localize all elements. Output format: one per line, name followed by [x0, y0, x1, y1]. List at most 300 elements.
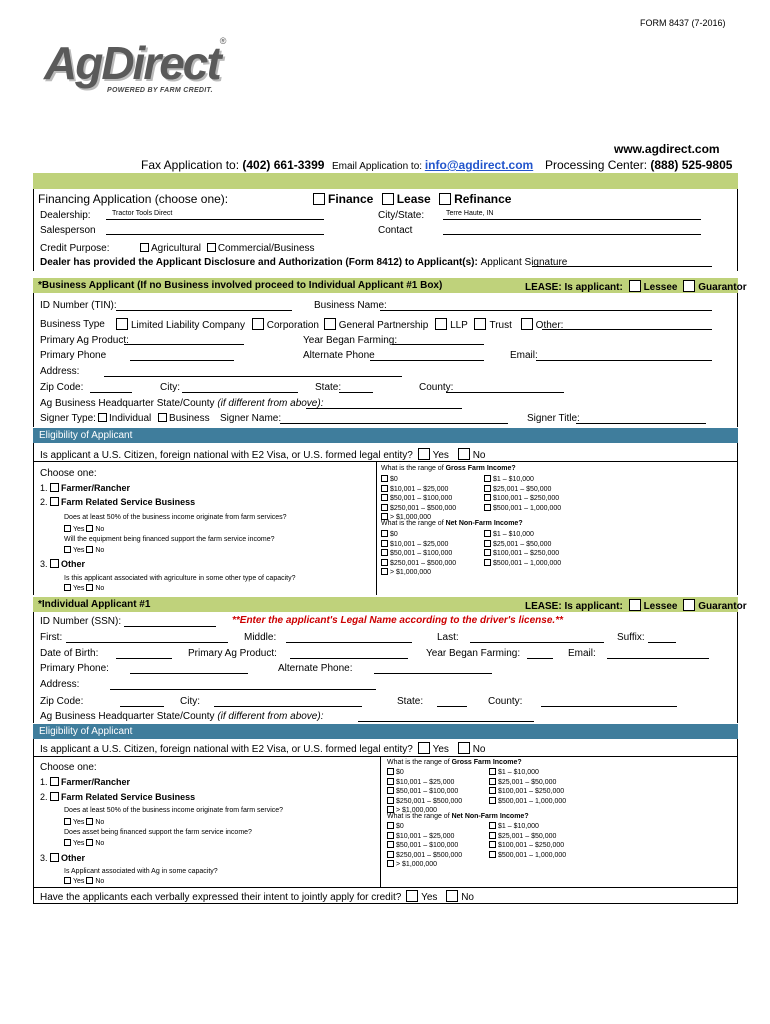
net-1-range-1-label: $10,001 – $25,000 [390, 540, 449, 548]
net-2-range-r3-label: $500,001 – 1,000,000 [498, 851, 567, 859]
net-1-range-r1-label: $25,001 – $50,000 [493, 540, 552, 548]
net-2-range-2-checkbox[interactable] [387, 841, 394, 848]
trust-label: Trust [489, 320, 512, 331]
gross-1-range-r1-checkbox[interactable] [484, 485, 491, 492]
q-equipment-1-no: No [95, 547, 105, 554]
net-2-range-0[interactable] [387, 822, 462, 832]
gross-1-range-r0[interactable] [484, 475, 561, 485]
q-equipment-1-yes-checkbox[interactable] [64, 546, 71, 553]
individual-city-label: City: [180, 696, 200, 707]
q-50pct-1-answers [64, 525, 104, 533]
city-state-field[interactable] [443, 219, 701, 220]
q-asset-2-yes-checkbox[interactable] [64, 839, 71, 846]
last-name-label: Last: [437, 632, 459, 643]
middle-name-field[interactable] [286, 642, 412, 643]
other-label-2: Other [61, 853, 86, 863]
refinance-checkbox[interactable] [439, 193, 451, 205]
commercial-option[interactable] [207, 243, 315, 254]
eligibility-question-1-text: Is applicant a U.S. Citizen, foreign national with E2 Visa, or U.S. formed legal entity? [40, 450, 413, 461]
net-ranges-left-2 [387, 822, 462, 870]
individual-guarantor-label: Guarantor [698, 601, 747, 612]
business-state-label: State: [315, 382, 342, 393]
business-address-field[interactable] [104, 376, 402, 377]
net-1-range-3-label: $250,001 – $500,000 [390, 559, 457, 567]
gross-2-range-r1-checkbox[interactable] [489, 778, 496, 785]
farmer-checkbox-2[interactable] [50, 777, 59, 786]
agricultural-option[interactable] [140, 243, 201, 254]
website[interactable]: www.agdirect.com [614, 142, 720, 156]
middle-name-label: Middle: [244, 632, 277, 643]
q-50pct-2-yes: Yes [73, 819, 85, 826]
individual-county-field[interactable] [541, 706, 677, 707]
q-asset-2-answers [64, 839, 104, 847]
other-type-label: Other: [535, 320, 564, 331]
individual-lease-label: LEASE: Is applicant: [525, 601, 623, 612]
signer-type-options [98, 413, 210, 424]
applicant-signature-field[interactable] [532, 266, 712, 267]
disclosure-text: Dealer has provided the Applicant Disclosure and Authorization (Form 8412) to Applicant(s): [40, 257, 481, 268]
refinance-label: Refinance [454, 192, 512, 206]
credit-purpose-label: Credit Purpose: [40, 243, 110, 254]
q-other-2-yes-checkbox[interactable] [64, 877, 71, 884]
finance-checkbox[interactable] [313, 193, 325, 205]
gross-1-range-r3[interactable] [484, 504, 561, 514]
q-50pct-1-yes: Yes [73, 526, 85, 533]
eligibility-1-vdivider [376, 461, 377, 595]
individual-zip-field[interactable] [120, 706, 164, 707]
individual-state-label: State: [397, 696, 424, 707]
email-line [332, 158, 533, 172]
gross-2-range-3-checkbox[interactable] [387, 797, 394, 804]
fax-label: Fax Application to: [141, 158, 243, 172]
gross-2-range-r0-label: $1 – $10,000 [498, 769, 539, 776]
business-id-field[interactable] [116, 310, 292, 311]
gross-1-range-1-label: $10,001 – $25,000 [390, 485, 449, 493]
net-1-range-0[interactable] [381, 530, 456, 540]
net-1-range-r1-checkbox[interactable] [484, 540, 491, 547]
business-hq-italic: (if different from above): [217, 398, 324, 409]
general-partnership-option[interactable] [324, 320, 429, 331]
gross-2-range-4-checkbox[interactable] [387, 806, 394, 813]
net-1-range-r1[interactable] [484, 540, 561, 550]
eligibility-1-yes-label: Yes [432, 450, 449, 461]
net-ranges-right-2 [489, 822, 566, 860]
net-question-2 [387, 813, 529, 820]
q-asset-2-yes: Yes [73, 840, 85, 847]
gross-1-range-3-checkbox[interactable] [381, 504, 388, 511]
gross-q-1-bold: Gross Farm Income? [445, 465, 516, 472]
net-2-range-r1-checkbox[interactable] [489, 832, 496, 839]
business-hq-line [40, 398, 323, 409]
individual-email-field[interactable] [607, 658, 709, 659]
net-1-range-3[interactable] [381, 559, 456, 569]
net-1-range-r3-label: $500,001 – 1,000,000 [493, 559, 562, 567]
net-1-range-1[interactable] [381, 540, 456, 550]
gross-1-range-2-checkbox[interactable] [381, 494, 388, 501]
first-name-label: First: [40, 632, 63, 643]
gross-ranges-right-1 [484, 475, 561, 513]
form-number: FORM 8437 (7-2016) [640, 18, 726, 28]
q-other-2-no: No [95, 878, 105, 885]
gross-2-range-2-checkbox[interactable] [387, 787, 394, 794]
net-2-range-1-label: $10,001 – $25,000 [396, 832, 455, 840]
q-other-1-answers [64, 584, 104, 592]
dealership-value: Tractor Tools Direct [112, 210, 173, 217]
gross-ranges-right-2 [489, 768, 566, 806]
gross-2-range-r2-label: $100,001 – $250,000 [498, 788, 565, 795]
individual-city-field[interactable] [214, 706, 362, 707]
business-email-field[interactable] [536, 360, 712, 361]
gross-2-range-0-checkbox[interactable] [387, 768, 394, 775]
refinance-option[interactable] [439, 192, 511, 206]
individual-alt-phone-label: Alternate Phone: [278, 663, 353, 674]
business-year-began-field[interactable] [392, 344, 484, 345]
salesperson-field[interactable] [106, 234, 324, 235]
individual-lessee-checkbox[interactable] [629, 599, 641, 611]
business-name-field[interactable] [380, 310, 712, 311]
individual-phone-field[interactable] [130, 673, 248, 674]
net-1-range-r0-checkbox[interactable] [484, 530, 491, 537]
gross-2-range-0[interactable] [387, 768, 462, 778]
corporation-option[interactable] [252, 320, 319, 331]
net-2-range-r2-checkbox[interactable] [489, 841, 496, 848]
net-1-range-1-checkbox[interactable] [381, 540, 388, 547]
individual-year-began-field[interactable] [527, 658, 553, 659]
q-other-1: Is this applicant associated with agriculture in some other type of capacity? [64, 575, 296, 582]
business-lessee-checkbox[interactable] [629, 280, 641, 292]
net-2-range-1-checkbox[interactable] [387, 832, 394, 839]
agricultural-label: Agricultural [151, 243, 202, 254]
gross-1-range-3-label: $250,001 – $500,000 [390, 504, 457, 512]
business-guarantor-label: Guarantor [698, 282, 747, 293]
individual-state-field[interactable] [437, 706, 467, 707]
business-guarantor-checkbox[interactable] [683, 280, 695, 292]
net-1-range-2-label: $50,001 – $100,000 [390, 550, 453, 557]
signer-name-field[interactable] [280, 423, 508, 424]
other-checkbox-1[interactable] [50, 559, 59, 568]
individual-header-bar [33, 597, 747, 612]
business-type-label: Business Type [40, 319, 105, 330]
gross-1-range-1-checkbox[interactable] [381, 485, 388, 492]
q-other-2: Is Applicant associated with Ag in some capacity? [64, 868, 218, 875]
farmer-num-2: 1. [40, 777, 48, 787]
net-1-range-r3-checkbox[interactable] [484, 559, 491, 566]
gross-2-range-1[interactable] [387, 778, 462, 788]
business-lease-options [525, 280, 747, 293]
gross-1-range-4-checkbox[interactable] [381, 513, 388, 520]
llp-option[interactable] [435, 320, 468, 331]
eligibility-1-divider [33, 461, 738, 462]
last-name-field[interactable] [470, 642, 604, 643]
business-phone-field[interactable] [130, 360, 234, 361]
net-2-range-r1[interactable] [489, 832, 566, 842]
eligibility-2-no-checkbox[interactable] [458, 742, 470, 754]
eligibility-question-2-text: Is applicant a U.S. Citizen, foreign national with E2 Visa, or U.S. formed legal entity? [40, 744, 413, 755]
gross-1-range-r3-label: $500,001 – 1,000,000 [493, 504, 562, 512]
lease-label: Lease [396, 192, 431, 206]
email-label: Email Application to: [332, 161, 425, 172]
gross-1-range-1[interactable] [381, 485, 456, 495]
gross-1-range-2-label: $50,001 – $100,000 [390, 495, 453, 502]
other-type-field[interactable] [542, 329, 712, 330]
individual-hq-label: Ag Business Headquarter State/County [40, 711, 218, 722]
trust-option[interactable] [474, 320, 511, 331]
joint-yes-label: Yes [421, 892, 438, 903]
gross-2-range-0-label: $0 [396, 769, 404, 776]
individual-address-field[interactable] [110, 689, 376, 690]
net-1-range-r0[interactable] [484, 530, 561, 540]
q-50pct-1-yes-checkbox[interactable] [64, 525, 71, 532]
net-q-1-text: What is the range of [381, 520, 446, 527]
individual-guarantor-checkbox[interactable] [683, 599, 695, 611]
other-option-2[interactable] [40, 853, 85, 863]
eligibility-2-vdivider [380, 756, 381, 887]
business-lease-label: LEASE: Is applicant: [525, 282, 623, 293]
gross-2-range-r2[interactable] [489, 787, 566, 797]
q-asset-2-no-checkbox[interactable] [86, 839, 93, 846]
other-label-1: Other [61, 559, 86, 569]
agricultural-checkbox[interactable] [140, 243, 149, 252]
gross-1-range-0-checkbox[interactable] [381, 475, 388, 482]
commercial-checkbox[interactable] [207, 243, 216, 252]
eligibility-1-yes-checkbox[interactable] [418, 448, 430, 460]
choose-one-1: Choose one: [40, 468, 97, 479]
signer-individual-checkbox[interactable] [98, 413, 107, 422]
business-county-field[interactable] [446, 392, 564, 393]
eligibility-2-divider [33, 756, 738, 757]
city-state-label: City/State: [378, 210, 425, 221]
email-link[interactable]: info@agdirect.com [424, 158, 534, 172]
disclosure-line [40, 257, 567, 268]
farm-service-checkbox-1[interactable] [50, 497, 59, 506]
net-2-range-2[interactable] [387, 841, 462, 851]
q-50pct-2-no-checkbox[interactable] [86, 818, 93, 825]
signer-title-field[interactable] [576, 423, 706, 424]
net-2-range-3-checkbox[interactable] [387, 851, 394, 858]
gross-1-range-r1[interactable] [484, 485, 561, 495]
signer-business-option[interactable] [158, 413, 210, 424]
gross-1-range-4-label: > $1,000,000 [390, 514, 432, 521]
net-2-range-r1-label: $25,001 – $50,000 [498, 832, 557, 840]
business-city-field[interactable] [182, 392, 298, 393]
business-header-bar [33, 278, 747, 293]
net-2-range-3-label: $250,001 – $500,000 [396, 851, 463, 859]
individual-year-began-label: Year Began Farming: [426, 648, 521, 659]
net-2-range-4[interactable] [387, 860, 462, 870]
other-num-1: 3. [40, 559, 48, 569]
net-2-range-r0-checkbox[interactable] [489, 822, 496, 829]
first-name-field[interactable] [66, 642, 228, 643]
business-alt-phone-field[interactable] [370, 360, 484, 361]
eligibility-2-yes-label: Yes [432, 744, 449, 755]
net-1-range-r2[interactable] [484, 549, 561, 559]
gross-2-range-r1-label: $25,001 – $50,000 [498, 778, 557, 786]
farmer-num-1: 1. [40, 483, 48, 493]
farm-service-option-1[interactable] [40, 497, 195, 507]
gross-2-range-r2-checkbox[interactable] [489, 787, 496, 794]
farmer-checkbox-1[interactable] [50, 483, 59, 492]
individual-alt-phone-field[interactable] [374, 673, 492, 674]
joint-yes-checkbox[interactable] [406, 890, 418, 902]
net-q-1-bold: Net Non-Farm Income? [445, 520, 523, 527]
farmer-option-1[interactable] [40, 483, 130, 493]
farm-service-option-2[interactable] [40, 792, 195, 802]
signer-individual-option[interactable] [98, 413, 151, 424]
business-header: *Business Applicant (If no Business involved proceed to Individual Applicant #1 Box) [38, 280, 443, 291]
gross-2-range-r0[interactable] [489, 768, 566, 778]
business-state-field[interactable] [339, 392, 373, 393]
gross-2-range-2[interactable] [387, 787, 462, 797]
eligibility-1-no-label: No [472, 450, 486, 461]
gross-question-2 [387, 759, 522, 766]
q-other-1-no: No [95, 585, 105, 592]
net-2-range-r2[interactable] [489, 841, 566, 851]
other-checkbox-2[interactable] [50, 853, 59, 862]
q-other-1-yes-checkbox[interactable] [64, 584, 71, 591]
trust-checkbox[interactable] [474, 318, 486, 330]
dealership-field[interactable] [106, 219, 324, 220]
suffix-field[interactable] [648, 642, 676, 643]
farmer-option-2[interactable] [40, 777, 130, 787]
eligibility-header-1: Eligibility of Applicant [33, 428, 738, 443]
gross-1-range-3[interactable] [381, 504, 456, 514]
gross-2-range-3[interactable] [387, 797, 462, 807]
joint-no-checkbox[interactable] [446, 890, 458, 902]
net-1-range-4-checkbox[interactable] [381, 568, 388, 575]
logo-tagline: POWERED BY FARM CREDIT. [107, 87, 213, 94]
logo-wordmark: AgDirect [44, 37, 220, 89]
eligibility-2-yes-checkbox[interactable] [418, 742, 430, 754]
llc-option[interactable] [116, 320, 245, 331]
gross-2-range-r3[interactable] [489, 797, 566, 807]
q-equipment-1-no-checkbox[interactable] [86, 546, 93, 553]
individual-hq-field[interactable] [358, 721, 534, 722]
individual-address-label: Address: [40, 679, 80, 690]
signer-type-label: Signer Type: [40, 413, 96, 424]
lease-option[interactable] [382, 192, 431, 206]
other-option-1[interactable] [40, 559, 85, 569]
net-2-range-r2-label: $100,001 – $250,000 [498, 842, 565, 849]
net-2-range-3[interactable] [387, 851, 462, 861]
signer-business-checkbox[interactable] [158, 413, 167, 422]
individual-header: *Individual Applicant #1 [38, 599, 151, 610]
net-2-range-4-checkbox[interactable] [387, 860, 394, 867]
gross-1-range-r2[interactable] [484, 494, 561, 504]
gross-1-range-r2-checkbox[interactable] [484, 494, 491, 501]
q-50pct-1-no-checkbox[interactable] [86, 525, 93, 532]
business-id-label: ID Number (TIN): [40, 300, 117, 311]
gross-ranges-left-2 [387, 768, 462, 816]
net-2-range-r3-checkbox[interactable] [489, 851, 496, 858]
dob-label: Date of Birth: [40, 648, 99, 659]
business-zip-label: Zip Code: [40, 382, 84, 393]
signer-individual-label: Individual [109, 413, 152, 424]
business-name-label: Business Name: [314, 300, 387, 311]
eligibility-question-2 [40, 742, 485, 755]
net-1-range-2[interactable] [381, 549, 456, 559]
joint-bottom-border [33, 903, 738, 904]
net-1-range-0-label: $0 [390, 531, 398, 538]
net-2-range-r0[interactable] [489, 822, 566, 832]
gross-2-range-1-checkbox[interactable] [387, 778, 394, 785]
business-address-label: Address: [40, 366, 80, 377]
lease-checkbox[interactable] [382, 193, 394, 205]
gross-2-range-r3-label: $500,001 – 1,000,000 [498, 797, 567, 805]
q-other-2-no-checkbox[interactable] [86, 877, 93, 884]
net-2-range-0-label: $0 [396, 823, 404, 830]
net-ranges-left-1 [381, 530, 456, 578]
gross-1-range-2[interactable] [381, 494, 456, 504]
finance-option[interactable] [313, 192, 373, 206]
gross-1-range-r0-label: $1 – $10,000 [493, 476, 534, 483]
net-1-range-4[interactable] [381, 568, 456, 578]
net-1-range-r2-checkbox[interactable] [484, 549, 491, 556]
q-equipment-1: Will the equipment being financed support the farm service income? [64, 536, 275, 543]
net-2-range-r3[interactable] [489, 851, 566, 861]
contact-label: Contact [378, 225, 413, 236]
net-q-2-text: What is the range of [387, 813, 452, 820]
general-partnership-checkbox[interactable] [324, 318, 336, 330]
farm-service-checkbox-2[interactable] [50, 792, 59, 801]
fax-number: (402) 661-3399 [242, 158, 325, 172]
eligibility-section-2 [33, 739, 738, 903]
business-ag-product-field[interactable] [124, 344, 244, 345]
business-county-label: County: [419, 382, 454, 393]
q-50pct-1: Does at least 50% of the business income originate from farm services? [64, 514, 287, 521]
gross-1-range-r0-checkbox[interactable] [484, 475, 491, 482]
contact-field[interactable] [443, 234, 701, 235]
eligibility-1-no-checkbox[interactable] [458, 448, 470, 460]
ssn-label: ID Number (SSN): [40, 616, 122, 627]
individual-county-label: County: [488, 696, 523, 707]
gross-2-range-r1[interactable] [489, 778, 566, 788]
q-equipment-1-yes: Yes [73, 547, 85, 554]
net-1-range-0-checkbox[interactable] [381, 530, 388, 537]
q-50pct-2-yes-checkbox[interactable] [64, 818, 71, 825]
gross-1-range-r2-label: $100,001 – $250,000 [493, 495, 560, 502]
q-asset-2: Does asset being financed support the farm service income? [64, 829, 252, 836]
business-zip-field[interactable] [90, 392, 132, 393]
gross-ranges-left-1 [381, 475, 456, 523]
other-type-checkbox[interactable] [521, 318, 533, 330]
business-hq-label: Ag Business Headquarter State/County [40, 398, 218, 409]
gross-1-range-0[interactable] [381, 475, 456, 485]
salesperson-label: Salesperson [40, 225, 96, 236]
individual-ag-product-field[interactable] [290, 658, 408, 659]
financing-title: Financing Application (choose one): [38, 192, 229, 206]
gross-2-range-r0-checkbox[interactable] [489, 768, 496, 775]
other-num-2: 3. [40, 853, 48, 863]
gross-2-range-4-label: > $1,000,000 [396, 807, 438, 814]
net-1-range-3-checkbox[interactable] [381, 559, 388, 566]
business-hq-field[interactable] [306, 408, 462, 409]
q-50pct-2-answers [64, 818, 104, 826]
corporation-checkbox[interactable] [252, 318, 264, 330]
q-other-1-no-checkbox[interactable] [86, 584, 93, 591]
net-2-range-1[interactable] [387, 832, 462, 842]
net-2-range-0-checkbox[interactable] [387, 822, 394, 829]
net-1-range-2-checkbox[interactable] [381, 549, 388, 556]
llp-checkbox[interactable] [435, 318, 447, 330]
gross-1-range-r3-checkbox[interactable] [484, 504, 491, 511]
processing-number: (888) 525-9805 [650, 158, 733, 172]
ssn-field[interactable] [124, 626, 216, 627]
llc-checkbox[interactable] [116, 318, 128, 330]
gross-2-range-r3-checkbox[interactable] [489, 797, 496, 804]
dob-field[interactable] [116, 658, 172, 659]
net-1-range-r3[interactable] [484, 559, 561, 569]
net-2-range-r0-label: $1 – $10,000 [498, 823, 539, 830]
